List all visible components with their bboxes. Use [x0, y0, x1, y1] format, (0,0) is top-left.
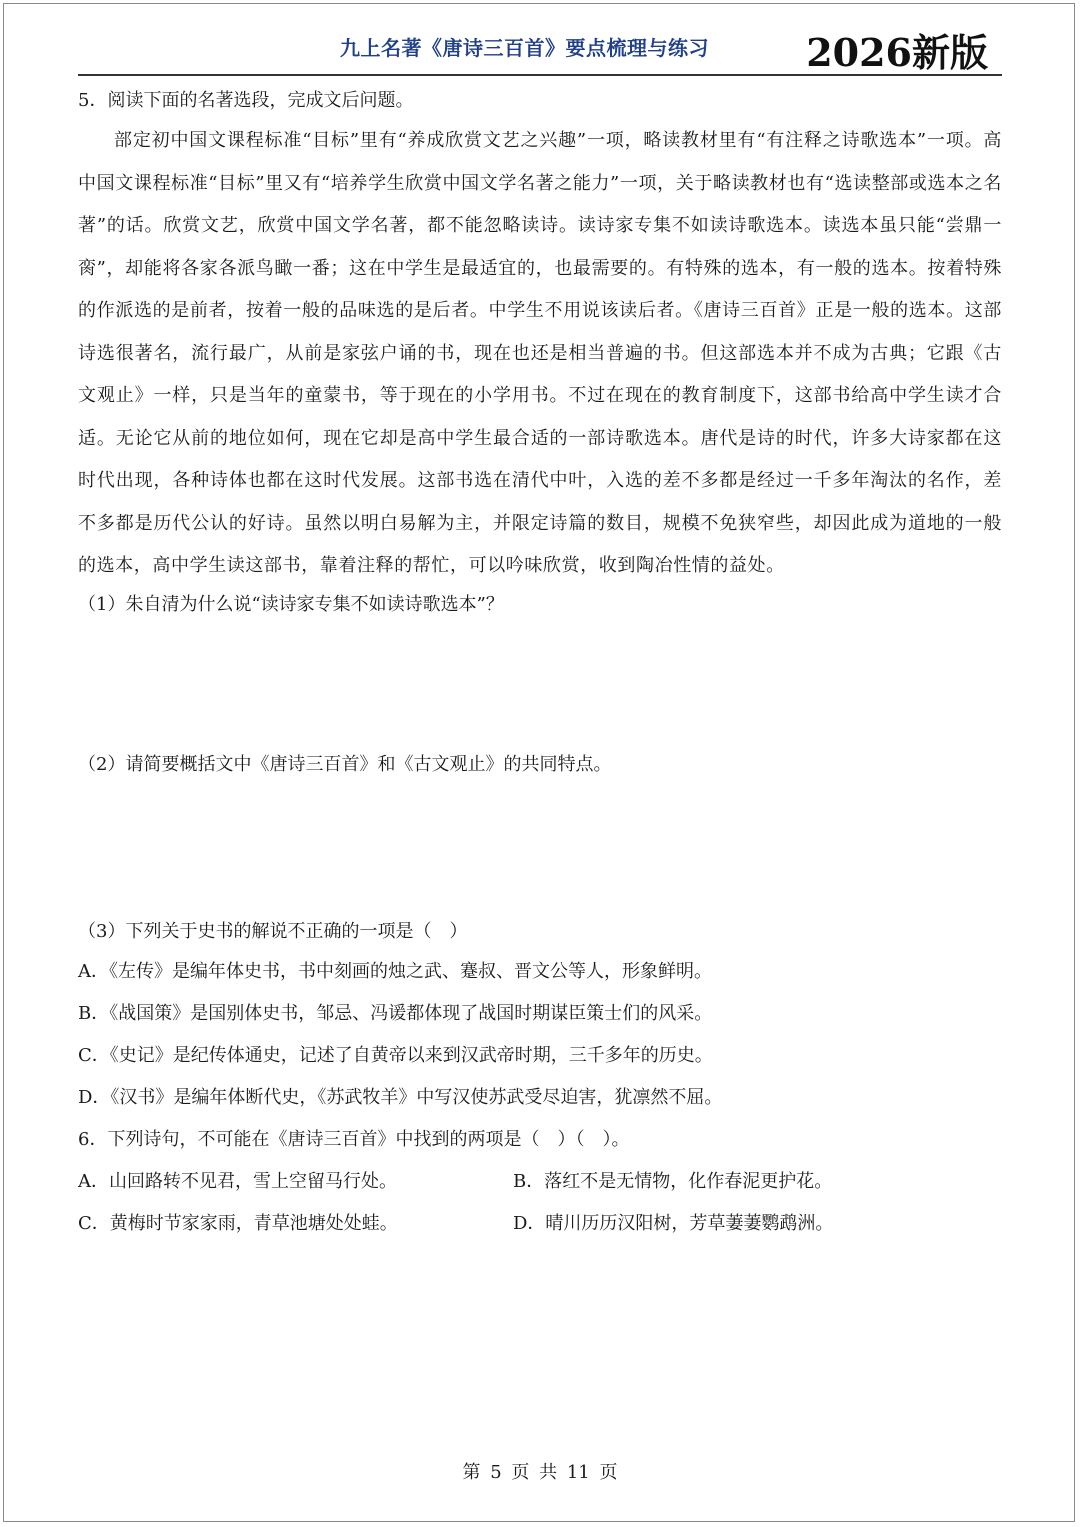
answer-space-2 [78, 780, 1002, 917]
header-title: 九上名著《唐诗三百首》要点梳理与练习 [340, 36, 709, 60]
option-b: B．《战国策》是国别体史书，邹忌、冯谖都体现了战国时期谋臣策士们的风采。 [78, 1002, 713, 1024]
option-a: A．《左传》是编年体史书，书中刻画的烛之武、蹇叔、晋文公等人，形象鲜明。 [78, 960, 712, 982]
header-edition: 2026新版 [806, 30, 988, 75]
reading-passage: 部定初中国文课程标准“目标”里有“养成欣赏文艺之兴趣”一项，略读教材里有“有注释之诗歌选本”一项。高中国文课程标准“目标”里又有“培养学生欣赏中国文学名著之能力”一项，关于略读教材也有“选读整部或选本之名著”的话。欣赏文艺，欣赏中国文学名著，都不能忽略读诗。读诗家专集不如读诗歌选本。读选本虽只能“尝鼎一脔”，却能将各家各派鸟瞰一番；这在中学生是最适宜的，也最需要的。有特殊的选本，有一般的选本。按着特殊的作派选的是前者，按着一般的品味选的是后者。中学生不用说该读后者。《唐诗三百首》正是一般的选本。这部诗选很著名，流行最广，从前是家弦户诵的书，现在也还是相当普遍的书。但这部选本并不成为古典；它跟《古文观止》一样，只是当年的童蒙书，等于现在的小学用书。不过在现在的教育制度下，这部书给高中学生读才合适。无论它从前的地位如何，现在它却是高中学生最合适的一部诗歌选本。唐代是诗的时代，许多大诗家都在这时代出现，各种诗体也都在这时代发展。这部书选在清代中叶，入选的差不多都是经过一千多年淘汰的名作，差不多都是历代公认的好诗。虽然以明白易解为主，并限定诗篇的数目，规模不免狭窄些，却因此成为道地的一般的选本，高中学生读这部书，靠着注释的帮忙，可以吟味欣赏，收到陶冶性情的益处。 [78, 130, 1002, 576]
option-c: C．《史记》是纪传体通史，记述了自黄帝以来到汉武帝时期，三千多年的历史。 [78, 1044, 713, 1066]
q6-options-row-1 [78, 1161, 1002, 1203]
document-content [78, 86, 1002, 1245]
q6-option-c: C．黄梅时节家家雨，青草池塘处处蛙。 [78, 1212, 398, 1234]
q6-options-row-2 [78, 1203, 1002, 1245]
question-6-heading: 6．下列诗句，不可能在《唐诗三百首》中找到的两项是（ ）（ ）。 [78, 1128, 630, 1150]
q6-option-b: B．落红不是无情物，化作春泥更护花。 [513, 1170, 833, 1192]
question-5-sub-3: （3）下列关于史书的解说不正确的一项是（ ） [78, 920, 468, 942]
question-5-sub-1: （1）朱自清为什么说“读诗家专集不如读诗歌选本”？ [78, 593, 504, 615]
question-5-heading: 5．阅读下面的名著选段，完成文后问题。 [78, 90, 414, 111]
answer-space-1 [78, 620, 1002, 750]
page-header [78, 24, 1002, 76]
option-d: D．《汉书》是编年体断代史，《苏武牧羊》中写汉使苏武受尽迫害，犹凛然不屈。 [78, 1086, 723, 1108]
q6-option-d: D．晴川历历汉阳树，芳草萋萋鹦鹉洲。 [513, 1212, 834, 1234]
q6-option-a: A．山回路转不见君，雪上空留马行处。 [78, 1170, 397, 1192]
page-footer: 第 5 页 共 11 页 [462, 1462, 618, 1483]
question-5-sub-2: （2）请简要概括文中《唐诗三百首》和《古文观止》的共同特点。 [78, 753, 612, 775]
